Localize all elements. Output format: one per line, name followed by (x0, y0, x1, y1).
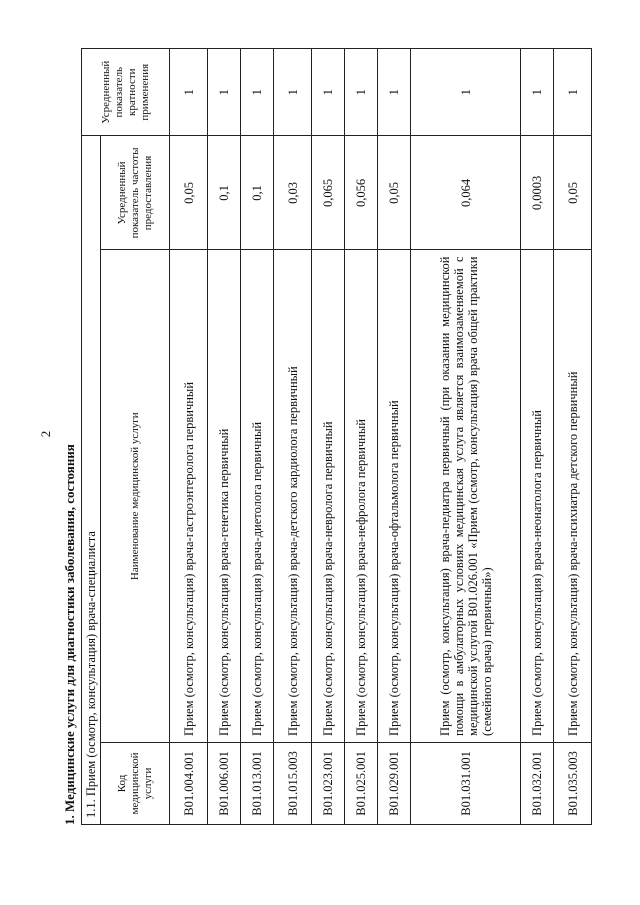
service-code: B01.013.001 (241, 742, 274, 824)
service-multiplicity: 1 (521, 49, 554, 136)
header-name: Наименование медицинской услуги (101, 250, 170, 742)
service-multiplicity: 1 (274, 49, 312, 136)
subsection-row (82, 49, 101, 825)
service-name: Прием (осмотр, консультация) врача-нефролога первичный (345, 250, 378, 742)
table-row (521, 49, 554, 825)
service-multiplicity: 1 (312, 49, 345, 136)
table-row (208, 49, 241, 825)
service-name: Прием (осмотр, консультация) врача-генетика первичный (208, 250, 241, 742)
service-code: B01.032.001 (521, 742, 554, 824)
section-title: 1. Медицинские услуги для диагностики заболевания, состояния (62, 444, 77, 825)
service-code: B01.029.001 (378, 742, 411, 824)
header-frequency: Усредненный показатель частоты предоставления (101, 136, 170, 250)
subsection-title: 1.1. Прием (осмотр, консультация) врача-специалиста (82, 136, 101, 825)
service-code: B01.006.001 (208, 742, 241, 824)
service-code: B01.004.001 (170, 742, 208, 824)
service-multiplicity: 1 (554, 49, 592, 136)
service-name: Прием (осмотр, консультация) врача-офтальмолога первичный (378, 250, 411, 742)
service-multiplicity: 1 (241, 49, 274, 136)
header-multiplicity: Усредненный показатель кратности применения (82, 49, 170, 136)
service-multiplicity: 1 (378, 49, 411, 136)
service-name: Прием (осмотр, консультация) врача-детского кардиолога первичный (274, 250, 312, 742)
table-row (554, 49, 592, 825)
table-row (274, 49, 312, 825)
service-frequency: 0,1 (208, 136, 241, 250)
table-row (241, 49, 274, 825)
page-number: 2 (38, 430, 53, 438)
service-name: Прием (осмотр, консультация) врача-психиатра детского первичный (554, 250, 592, 742)
service-multiplicity: 1 (208, 49, 241, 136)
service-code: B01.023.001 (312, 742, 345, 824)
service-code: B01.035.003 (554, 742, 592, 824)
header-row (101, 49, 170, 825)
service-name: Прием (осмотр, консультация) врача-невролога первичный (312, 250, 345, 742)
service-code: B01.025.001 (345, 742, 378, 824)
service-frequency: 0,056 (345, 136, 378, 250)
service-frequency: 0,065 (312, 136, 345, 250)
service-code: B01.031.001 (411, 742, 521, 824)
table-row (170, 49, 208, 825)
service-frequency: 0,05 (170, 136, 208, 250)
header-code: Код медицинской услуги (101, 742, 170, 824)
service-multiplicity: 1 (170, 49, 208, 136)
service-frequency: 0,05 (378, 136, 411, 250)
service-name: Прием (осмотр, консультация) врача-педиатра первичный (при оказании медицинской помощи в амбулаторных условиях медицинская услуга является взаимозаменяемой с медицинской услугой B01.026.001 «Прием (осмотр, консультация) врача общей практики (семейного врача) первичный») (411, 250, 521, 742)
service-code: B01.015.003 (274, 742, 312, 824)
service-frequency: 0,05 (554, 136, 592, 250)
table-row (312, 49, 345, 825)
service-name: Прием (осмотр, консультация) врача-гастроэнтеролога первичный (170, 250, 208, 742)
table-row (345, 49, 378, 825)
service-frequency: 0,064 (411, 136, 521, 250)
table-row (411, 49, 521, 825)
services-table (81, 48, 592, 825)
service-name: Прием (осмотр, консультация) врача-диетолога первичный (241, 250, 274, 742)
service-multiplicity: 1 (411, 49, 521, 136)
service-frequency: 0,03 (274, 136, 312, 250)
service-multiplicity: 1 (345, 49, 378, 136)
service-frequency: 0,0003 (521, 136, 554, 250)
service-frequency: 0,1 (241, 136, 274, 250)
service-name: Прием (осмотр, консультация) врача-неонатолога первичный (521, 250, 554, 742)
table-row (378, 49, 411, 825)
